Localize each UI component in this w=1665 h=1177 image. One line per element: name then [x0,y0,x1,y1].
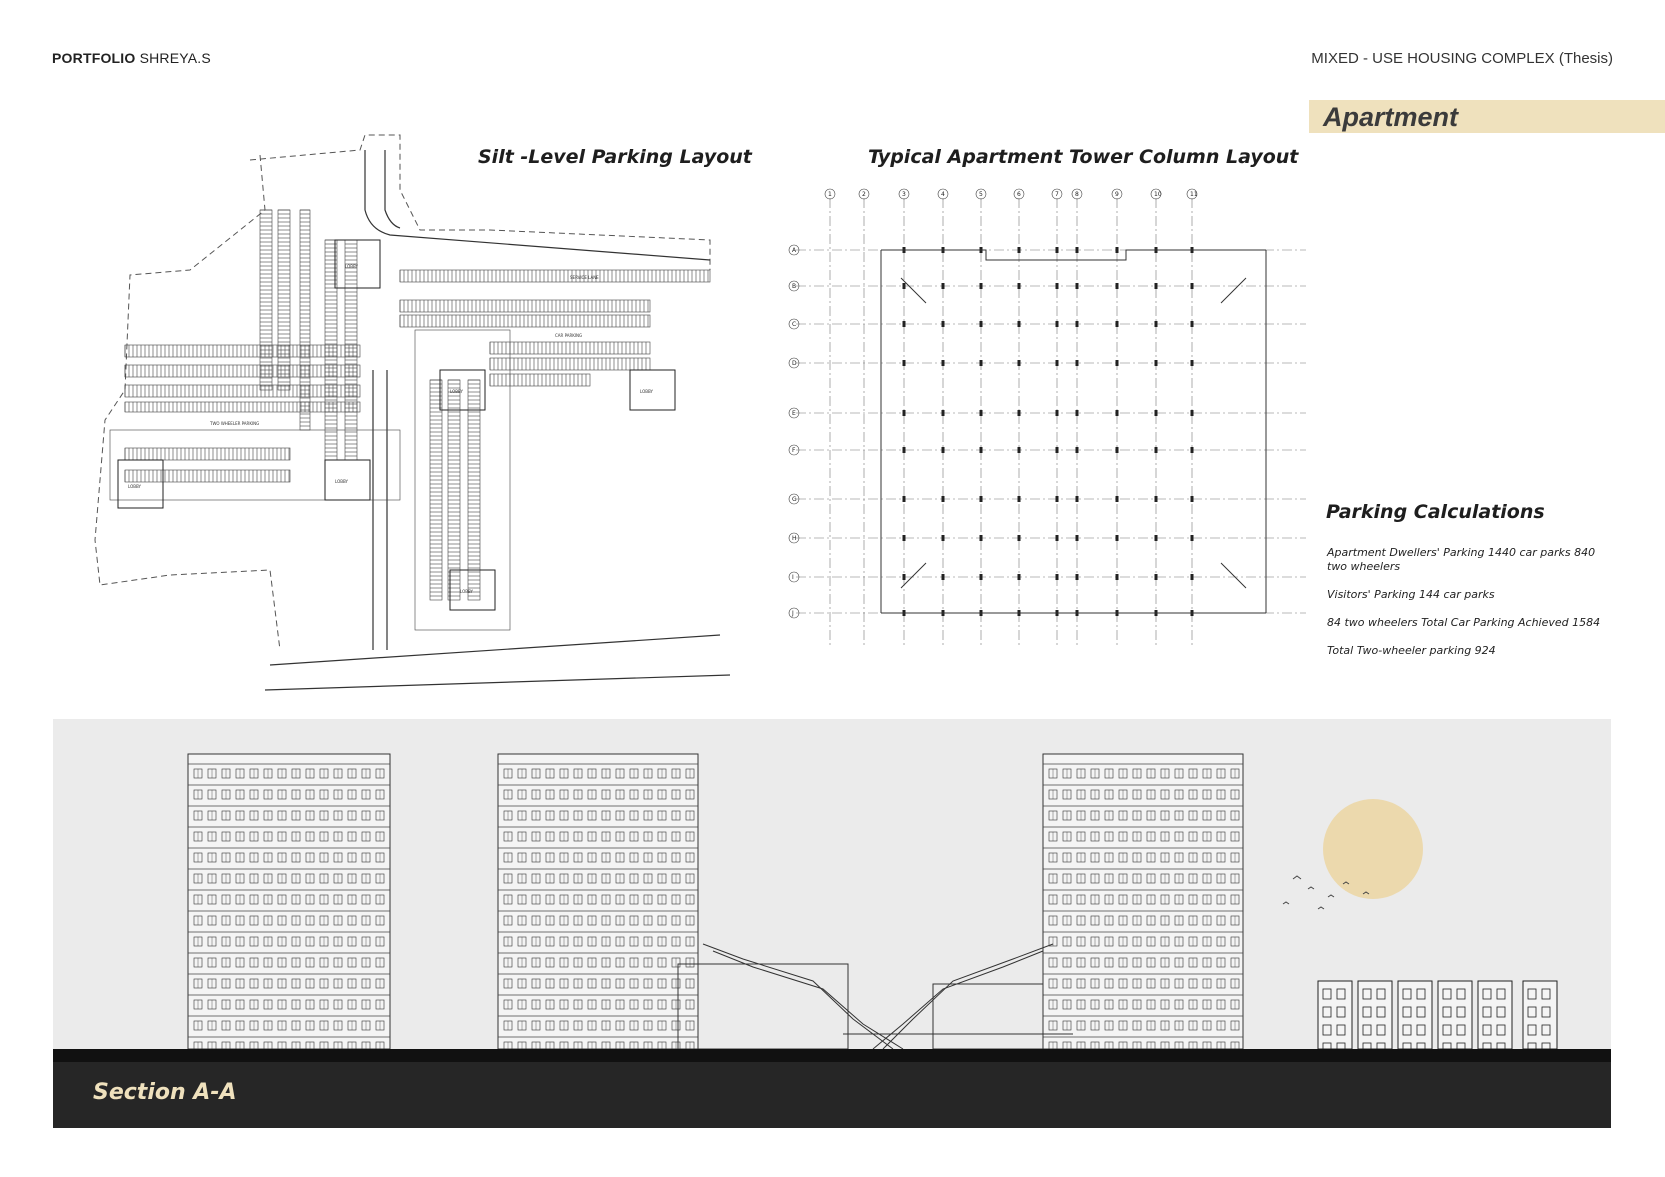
lobby-label: LOBBY [128,484,141,489]
column [1076,283,1079,289]
parking-stalls [110,210,710,630]
grid-row-label: C [792,321,797,328]
site-boundary [95,135,710,650]
grid-column-label: 8 [1075,191,1079,198]
column [1056,321,1059,327]
grid-row-label: B [792,283,797,290]
column [1056,447,1059,453]
column [903,447,906,453]
parking-calculations-list [1327,546,1617,672]
column [1116,410,1119,416]
column-layout-drawing [792,188,1306,688]
columns [903,247,1194,616]
column [1076,410,1079,416]
column [980,283,983,289]
tower-elevation [498,754,698,1049]
lobby-label: LOBBY [335,479,348,484]
column [980,535,983,541]
column [1116,321,1119,327]
column [1018,360,1021,366]
tower-elevation [1043,754,1243,1049]
grid-column-label: 5 [979,191,983,198]
column [1155,321,1158,327]
row-houses [1318,981,1557,1053]
column [1056,410,1059,416]
column [1076,574,1079,580]
column [1116,447,1119,453]
column [1155,496,1158,502]
column [942,321,945,327]
column [1191,360,1194,366]
column [942,535,945,541]
car-parking-label: CAR PARKING [555,333,583,338]
column [903,535,906,541]
column [1056,247,1059,253]
column [1116,283,1119,289]
lobby-cores [118,240,675,610]
column [942,360,945,366]
column [980,447,983,453]
grid-column-label: 10 [1154,191,1162,198]
column [1076,447,1079,453]
towers [188,754,1243,1051]
portfolio-label: PORTFOLIO [52,50,136,66]
column [1116,535,1119,541]
column [1191,410,1194,416]
lobby-label: LOBBY [345,264,358,269]
grid-row-label: H [792,535,797,542]
lobby-label: LOBBY [450,389,463,394]
column [903,410,906,416]
column [1076,360,1079,366]
portfolio-header [52,50,211,66]
column [1191,574,1194,580]
column [903,574,906,580]
column [903,360,906,366]
grid-column-label: 3 [902,191,906,198]
grid-column-label: 1 [828,191,832,198]
sun-graphic [1323,799,1423,899]
column [1018,496,1021,502]
column [1076,321,1079,327]
column [1018,535,1021,541]
column [1155,283,1158,289]
parking-plan-drawing [90,130,770,700]
column-grid [796,198,1306,648]
project-title: MIXED - USE HOUSING COMPLEX (Thesis) [1311,50,1613,67]
column [1018,447,1021,453]
column [1191,535,1194,541]
grid-row-label: E [792,410,796,417]
column [1076,535,1079,541]
column [1191,496,1194,502]
grid-row-label: I [792,574,794,581]
apartment-banner-label: Apartment [1323,102,1459,132]
column [1191,321,1194,327]
column [1056,283,1059,289]
lobby-label: LOBBY [640,389,653,394]
lobby-label: LOBBY [460,589,473,594]
calc-item: Total Two-wheeler parking 924 [1327,644,1496,657]
column [1155,574,1158,580]
slab-outline [881,250,1266,613]
grid-row-label: D [792,360,797,367]
column [1076,247,1079,253]
two-wheeler-label: TWO WHEELER PARKING [210,421,260,426]
column [903,283,906,289]
column [1116,496,1119,502]
grid-column-label: 4 [941,191,945,198]
tower-elevation [188,754,390,1049]
column [942,447,945,453]
author-name: SHREYA.S [139,50,211,66]
column [1018,574,1021,580]
column [1018,283,1021,289]
column [1116,360,1119,366]
column [1116,574,1119,580]
grid-row-label: G [792,496,797,503]
column [942,283,945,289]
grid-column-label: 11 [1190,191,1198,198]
column [1056,360,1059,366]
column [903,496,906,502]
column [980,574,983,580]
podium-slopes [678,944,1073,1049]
section-drawing [53,719,1611,1049]
grid-row-label: J [792,610,794,617]
column [1018,247,1021,253]
grid-row-label: F [792,447,796,454]
grid-row-label: A [792,247,797,254]
column [1155,410,1158,416]
column-layout-title: Typical Apartment Tower Column Layout [868,146,1299,168]
column [1056,574,1059,580]
column [1116,247,1119,253]
column [1155,447,1158,453]
column [1018,321,1021,327]
column [903,321,906,327]
column [1155,360,1158,366]
column [1191,447,1194,453]
parking-calculations-title: Parking Calculations [1326,501,1545,523]
apartment-banner [1309,100,1665,133]
service-lane-label: SERVICE LANE [570,275,599,280]
column [942,574,945,580]
column [1018,410,1021,416]
grid-column-label: 9 [1115,191,1119,198]
grid-column-label: 7 [1055,191,1059,198]
section-label: Section A-A [93,1080,237,1105]
column [1056,496,1059,502]
grid-bubbles [789,189,1198,618]
section-drawing-background [53,719,1611,1049]
column [980,360,983,366]
column [942,410,945,416]
parking-layout-title: Silt -Level Parking Layout [478,146,752,168]
grid-column-label: 6 [1017,191,1021,198]
column [1155,535,1158,541]
calc-item: Visitors' Parking 144 car parks [1327,588,1495,601]
column [980,321,983,327]
calc-item: 84 two wheelers Total Car Parking Achieved 1584 [1327,616,1601,629]
column [980,410,983,416]
column [1056,535,1059,541]
column [1191,283,1194,289]
column [980,496,983,502]
ground-line [53,1049,1611,1062]
column [942,496,945,502]
grid-column-label: 2 [862,191,866,198]
column [1076,496,1079,502]
section-label-bar [53,1062,1611,1128]
calc-item: Apartment Dwellers' Parking 1440 car parks 840 two wheelers [1327,546,1596,573]
